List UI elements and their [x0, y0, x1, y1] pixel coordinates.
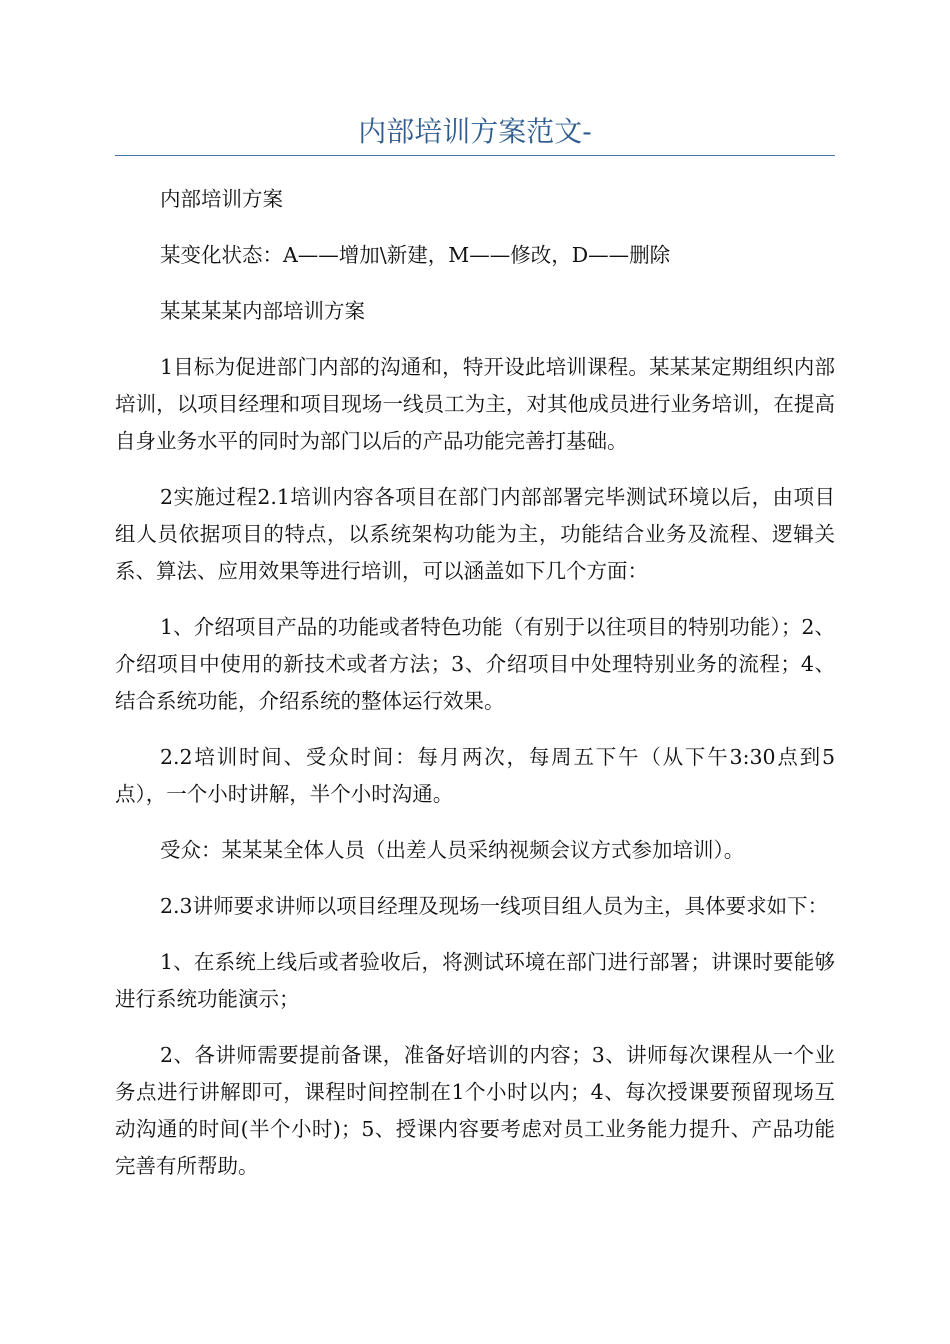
paragraph-implementation: 2实施过程2.1培训内容各项目在部门内部部署完毕测试环境以后，由项目组人员依据项目的特点，以系统架构功能为主，功能结合业务及流程、逻辑关系、算法、应用效果等进行培训，可以涵盖如下几个方面： [115, 485, 835, 583]
title-underline [115, 155, 835, 156]
paragraph-requirement-1: 1、在系统上线后或者验收后，将测试环境在部门进行部署；讲课时要能够进行系统功能演示； [115, 950, 835, 1011]
document-page [115, 0, 835, 1204]
paragraph-requirements-2-5: 2、各讲师需要提前备课，准备好培训的内容；3、讲师每次课程从一个业务点进行讲解即可，课程时间控制在1个小时以内；4、每次授课要预留现场互动沟通的时间(半个小时)；5、授课内容要考虑对员工业务能力提升、产品功能完善有所帮助。 [115, 1043, 835, 1178]
paragraph-lecturer-requirements: 2.3讲师要求讲师以项目经理及现场一线项目组人员为主，具体要求如下： [160, 894, 829, 918]
document-title: 内部培训方案范文- [358, 115, 592, 148]
paragraph-plan-subtitle: 某某某某内部培训方案 [160, 299, 365, 323]
paragraph-objective: 1目标为促进部门内部的沟通和，特开设此培训课程。某某某定期组织内部培训，以项目经理和项目现场一线员工为主，对其他成员进行业务培训，在提高自身业务水平的同时为部门以后的产品功能完善打基础。 [115, 355, 835, 453]
document-body [115, 181, 835, 1185]
paragraph-schedule: 2.2培训时间、受众时间：每月两次，每周五下午（从下午3:30点到5点），一个小时讲解，半个小时沟通。 [115, 745, 835, 806]
paragraph-plan-heading: 内部培训方案 [160, 187, 283, 211]
paragraph-audience: 受众：某某某全体人员（出差人员采纳视频会议方式参加培训）。 [160, 838, 745, 862]
paragraph-change-status: 某变化状态：A——增加\新建，M——修改，D——删除 [160, 243, 671, 267]
paragraph-content-items: 1、介绍项目产品的功能或者特色功能（有别于以往项目的特别功能）；2、介绍项目中使用的新技术或者方法；3、介绍项目中处理特别业务的流程；4、结合系统功能，介绍系统的整体运行效果。 [115, 615, 835, 713]
